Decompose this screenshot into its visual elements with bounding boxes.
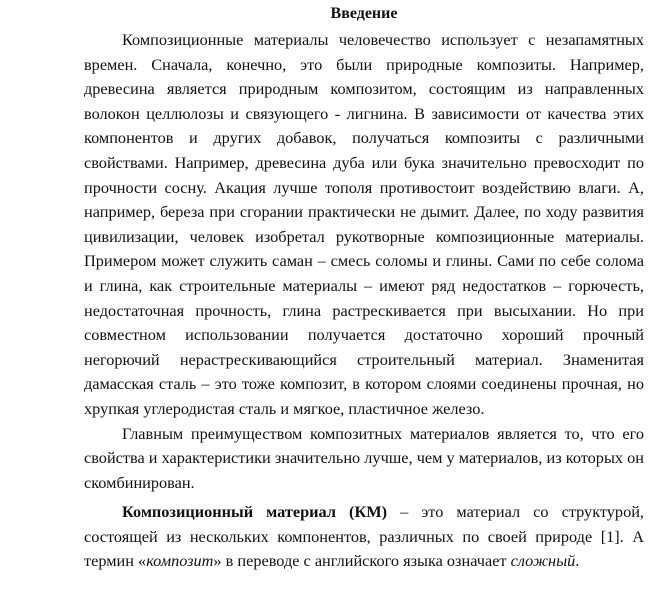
definition-text-a: – это материал со структурой, состоящей из нескольких компонентов, различных по своей природе [1]. А термин « bbox=[84, 502, 644, 571]
definition-text-c: . bbox=[575, 551, 580, 571]
definition-italic-complex: сложный bbox=[510, 551, 576, 571]
paragraph-advantage: Главным преимуществом композитных материалов является то, что его свойства и характеристики значительно лучше, чем у материалов, из которых он скомбинирован. bbox=[84, 423, 644, 492]
paragraph-definition bbox=[84, 500, 644, 574]
page-title: Введение bbox=[330, 5, 398, 22]
definition-italic-composite: композит bbox=[146, 551, 214, 571]
definition-text-b: » в переводе с английского языка означает bbox=[213, 551, 511, 571]
definition-term: Композиционный материал (КМ) bbox=[122, 502, 388, 522]
paragraph-intro: Композиционные материалы человечество использует с незапамятных времен. Сначала, конечно, это были природные композиты. Например, древесина является природным композитом, состоящим из направленных волокон целлюлозы и связующего - лигнина. В зависимости от качества этих компонентов и других добавок, получаться композиты с различными свойствами. Например, древесина дуба или бука значительно превосходит по прочности сосну. Акация лучше тополя противостоит воздействию влаги. А, например, береза при сгорании практически не дымит. Далее, по ходу развития цивилизации, человек изобретал рукотворные композиционные материалы. Примером может служить саман – смесь соломы и глины. Сами по себе солома и глина, как строительные материалы – имеют ряд недостатков – горючесть, недостаточная прочность, глина растрескивается при высыхании. Но при совместном использовании получается достаточно хороший прочный негорючий нерастрескивающийся строительный материал. Знаменитая дамасская сталь – это тоже композит, в котором слоями соединены прочная, но хрупкая углеродистая сталь и мягкое, пластичное железо. bbox=[84, 30, 644, 418]
